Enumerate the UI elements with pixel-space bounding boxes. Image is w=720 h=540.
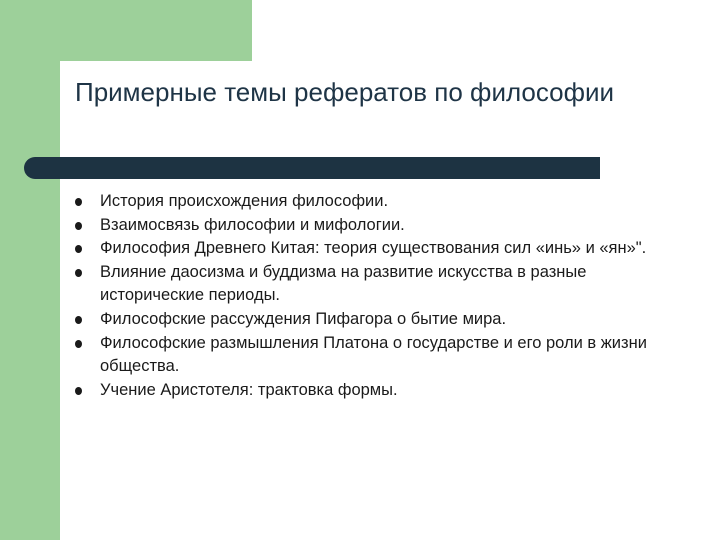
bullet-text: Учение Аристотеля: трактовка формы. xyxy=(100,380,398,399)
list-item xyxy=(74,237,654,261)
bullet-text: Влияние даосизма и буддизма на развитие искусства в разные исторические периоды. xyxy=(100,262,587,305)
bullet-text: Философские размышления Платона о государстве и его роли в жизни общества. xyxy=(100,333,647,376)
bullet-list xyxy=(74,190,654,402)
list-item xyxy=(74,332,654,379)
title-divider-bar xyxy=(24,157,600,179)
bullet-text: Философские рассуждения Пифагора о бытие мира. xyxy=(100,309,507,328)
list-item xyxy=(74,379,654,403)
list-item xyxy=(74,214,654,238)
bullet-text: Философия Древнего Китая: теория существования сил «инь» и «ян»". xyxy=(100,239,647,258)
green-left-strip xyxy=(0,0,60,540)
bullet-icon xyxy=(75,245,82,253)
slide-title: Примерные темы рефератов по философии xyxy=(75,77,615,107)
bullet-text: История происхождения философии. xyxy=(100,192,389,210)
bullet-icon xyxy=(75,387,82,395)
list-item xyxy=(74,190,654,214)
bullet-icon xyxy=(75,340,82,348)
bullet-icon xyxy=(75,222,82,230)
bullet-icon xyxy=(75,316,82,324)
bullet-icon xyxy=(75,269,82,277)
bullet-icon xyxy=(75,198,82,206)
bullet-text: Взаимосвязь философии и мифологии. xyxy=(100,215,405,234)
list-item xyxy=(74,261,654,308)
list-item xyxy=(74,308,654,332)
